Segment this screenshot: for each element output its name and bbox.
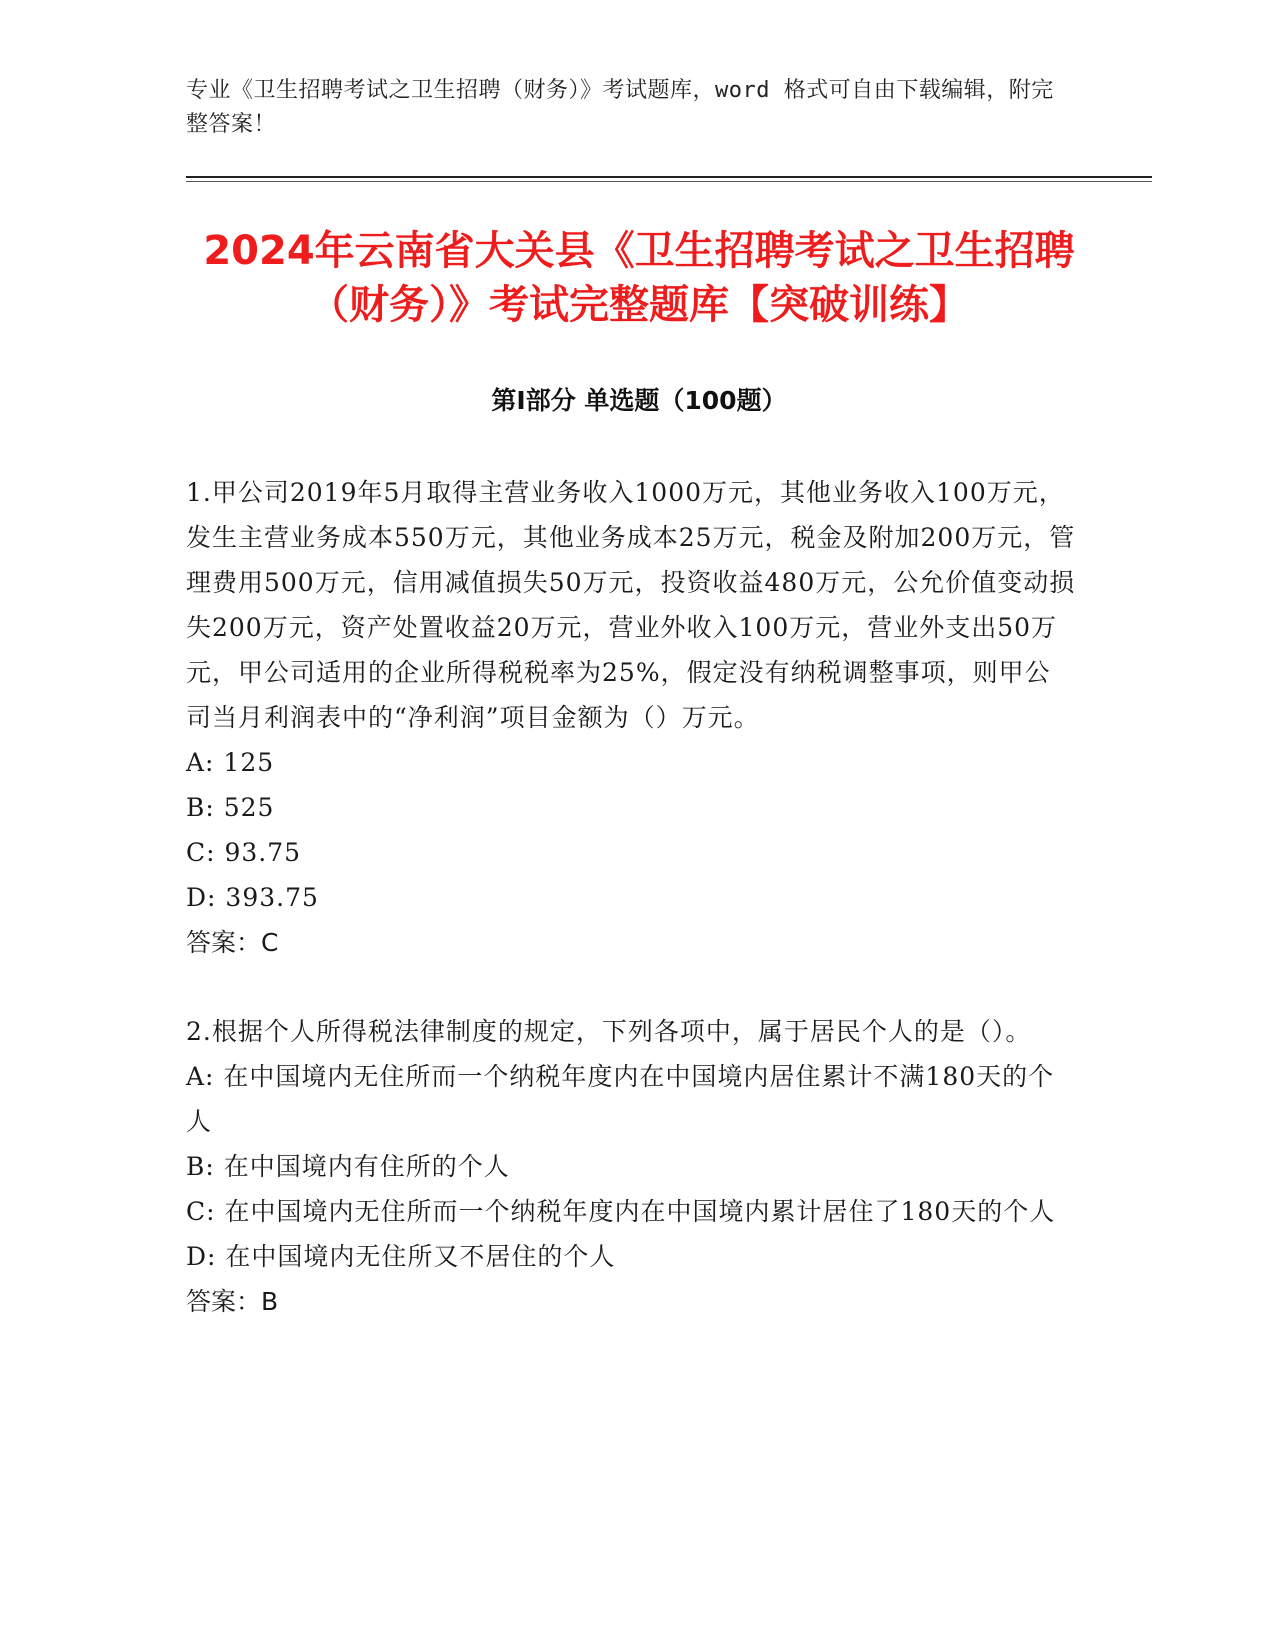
option-d: D: 在中国境内无住所又不居住的个人: [186, 1242, 616, 1271]
option-a: A: 125: [186, 748, 275, 777]
answer: 答案：C: [186, 928, 279, 957]
option-a: A: 在中国境内无住所而一个纳税年度内在中国境内居住累计不满180天的个人: [186, 1062, 1055, 1136]
answer: 答案：B: [186, 1287, 279, 1316]
question-1: [186, 470, 1076, 965]
option-b: B: 在中国境内有住所的个人: [186, 1152, 510, 1181]
question-spacer: [186, 965, 1076, 1009]
header-divider: [186, 176, 1152, 178]
question-2: [186, 1009, 1076, 1324]
question-list: [186, 470, 1076, 1324]
option-b: B: 525: [186, 793, 275, 822]
section-title: 第Ⅰ部分 单选题（100题）: [491, 386, 787, 415]
header-divider-thin: [186, 181, 1152, 182]
question-text: 2.根据个人所得税法律制度的规定，下列各项中，属于居民个人的是（）。: [186, 1017, 1032, 1046]
document-title: 2024年云南省大关县《卫生招聘考试之卫生招聘（财务）》考试完整题库【突破训练】: [203, 228, 1075, 328]
question-text: 1.甲公司2019年5月取得主营业务收入1000万元，其他业务收入100万元，发生主营业务成本550万元，其他业务成本25万元，税金及附加200万元，管理费用500万元，信用减值损失50万元，投资收益480万元，公允价值变动损失200万元，资产处置收益20万元，营业外收入100万元，营业外支出50万元，甲公司适用的企业所得税税率为25%，假定没有纳税调整事项，则甲公司当月利润表中的“净利润”项目金额为（）万元。: [186, 478, 1076, 732]
option-c: C: 在中国境内无住所而一个纳税年度内在中国境内累计居住了180天的个人: [186, 1197, 1056, 1226]
header-note: 专业《卫生招聘考试之卫生招聘（财务）》考试题库，word 格式可自由下载编辑，附完整答案！: [186, 78, 1054, 137]
option-d: D: 393.75: [186, 883, 319, 912]
option-c: C: 93.75: [186, 838, 302, 867]
